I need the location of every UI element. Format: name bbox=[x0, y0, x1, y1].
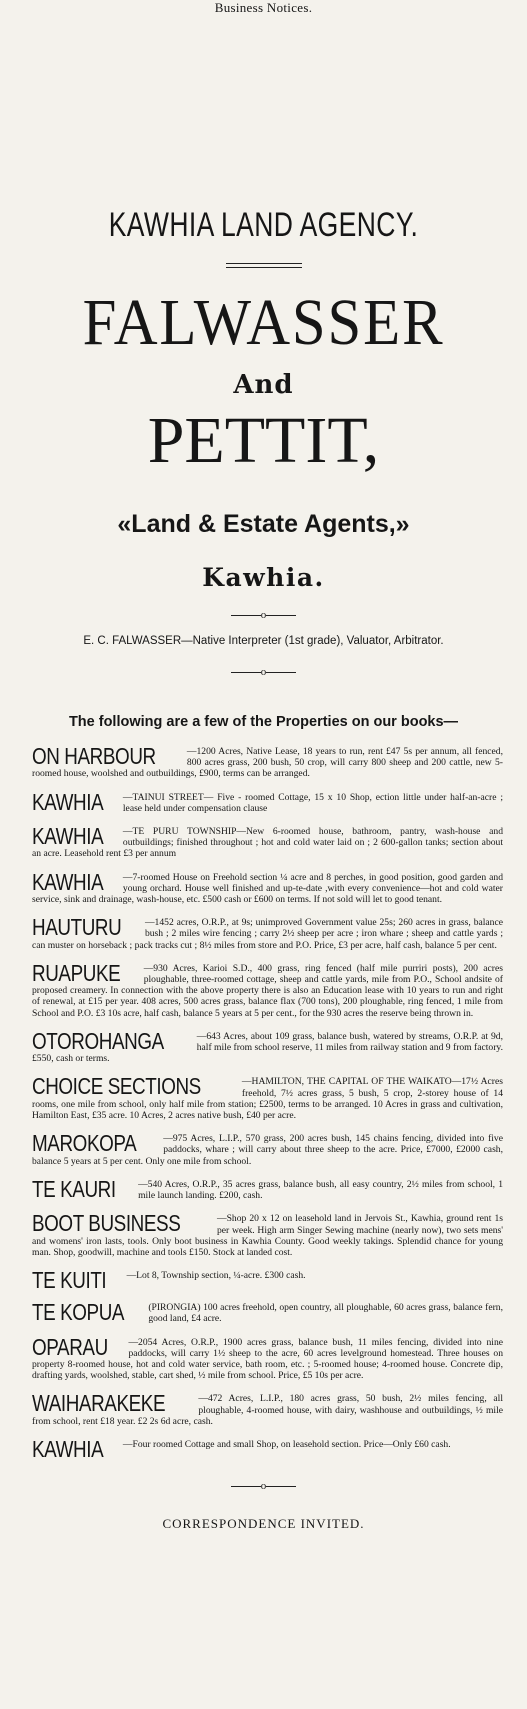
firm-name-second: PETTIT, bbox=[147, 404, 380, 477]
listing-description: —540 Acres, O.R.P., 35 acres grass, balance bush, all easy country, 2½ miles from school, 1 mile launch landing. £200, cash. bbox=[138, 1178, 503, 1202]
property-listing bbox=[32, 1333, 503, 1382]
listing-description: —975 Acres, L.I.P., 570 grass, 200 acres bush, 145 chains fencing, divided into five paddocks, whare ; will carry about three sheep to the acre. Price, £7000, £2000 cash, balance 5 years at 5 per cent. Only one mile from school. bbox=[32, 1133, 503, 1167]
correspondence-invited: CORRESPONDENCE INVITED. bbox=[162, 1515, 365, 1531]
listing-place: TE KAURI bbox=[32, 1175, 116, 1202]
listing-description: —930 Acres, Karioi S.D., 400 grass, ring fenced (half mile purriri posts), 200 acres ploughable, three-roomed cottage, sheep and cattle yards, mile from P.O., School andsite of proposed creamery. In connection with the above property there is also an Education lease with 10 years to run and right of renewal, at £15 per year. 408 acres, 500 acres grass, balance flax (700 tons), 200 ploughable, ring fenced, 1 mile from School and P.O. £3 10s acre, half cash, balance 5 years at 5 per cent., for the 930 acres the reserve being thrown in. bbox=[32, 962, 503, 1019]
listing-place: HAUTURU bbox=[32, 914, 122, 941]
ornament-mark: o bbox=[260, 1479, 267, 1492]
listing-description: (PIRONGIA) 100 acres freehold, open country, all ploughable, 60 acres grass, balance fern, good land, £4 acre. bbox=[148, 1302, 503, 1325]
property-listing bbox=[32, 1390, 503, 1427]
property-listing bbox=[32, 1073, 503, 1122]
listing-description: —TAINUI STREET— Five - roomed Cottage, 15 x 10 Shop, ection little under half-an-acre ; lease held under compensation clause bbox=[122, 791, 503, 814]
property-listing bbox=[32, 914, 503, 951]
listing-place: ON HARBOUR bbox=[32, 743, 156, 769]
listing-description: —TE PURU TOWNSHIP—New 6-roomed house, bathroom, pantry, wash-house and outbuildings; finished throughout ; hot and cold water laid on ; 2 600-gallon tanks; section about an acre. Leasehold rent £3 per annum bbox=[32, 826, 503, 860]
property-listing bbox=[32, 743, 503, 780]
double-rule bbox=[226, 263, 302, 268]
listing-place: KAWHIA bbox=[32, 868, 104, 895]
listing-description: —472 Acres, L.I.P., 180 acres grass, 50 bush, 2½ miles fencing, all ploughable, 4-roomed house, with dairy, washhouse and outbuildings, ½ mile from school, rent £18 year. £2 2s 6d acre, cash. bbox=[32, 1393, 503, 1427]
listing-place: BOOT BUSINESS bbox=[32, 1210, 181, 1237]
listing-description: —2054 Acres, O.R.P., 1900 acres grass, balance bush, 11 miles fencing, divided into nine paddocks, will carry 1½ sheep to the acre, 60 acres levelground homestead. Three houses on property 8-roomed house, hot and cold water service, bath room, etc. ; 5-roomed house; 4-roomed house. Concrete dip, drafting yards, woolshed, stable, cart shed, ½ mile from school. Price, £5 10s per acre. bbox=[32, 1336, 503, 1382]
property-listing bbox=[32, 1175, 503, 1202]
listing-description: —Shop 20 x 12 on leasehold land in Jervois St., Kawhia, ground rent 1s per week. High arm Singer Sewing machine (nearly now), two sets mens' and womens' iron lasts, tools. Only boot business in Kawhia County. Good weekly takings. Splendid chance for young man. Shop, goodwill, machine and tools £150. Stock at landed cost. bbox=[32, 1213, 503, 1258]
listing-place: KAWHIA bbox=[32, 823, 104, 850]
listing-place: WAIHARAKEKE bbox=[32, 1390, 166, 1417]
property-listing bbox=[32, 868, 503, 906]
listing-place: MAROKOPA bbox=[32, 1130, 137, 1157]
property-listings bbox=[0, 743, 527, 1462]
ornament-mark: o bbox=[260, 609, 267, 621]
property-listing bbox=[32, 788, 503, 815]
listing-place: OTOROHANGA bbox=[32, 1027, 164, 1054]
listing-place: TE KUITI bbox=[32, 1267, 107, 1294]
listing-description: —HAMILTON, THE CAPITAL OF THE WAIKATO—17½ Acres freehold, 7½ acres grass, 5 bush, 5 crop, 2-storey house of 14 rooms, one mile from school, only half mile from station; £2500, terms to be arranged. 10 Acres in grass and cultivation, Hamilton East, £35 acre. 10 Acres, 2 acres native bush, £40 per acre. bbox=[32, 1076, 503, 1122]
property-listing bbox=[32, 959, 503, 1019]
firm-description: «Land & Estate Agents,» bbox=[117, 510, 410, 538]
property-listing bbox=[32, 1027, 503, 1065]
firm-conjunction: And bbox=[233, 370, 294, 400]
section-heading: Business Notices. bbox=[214, 0, 313, 15]
ornament-divider bbox=[0, 610, 527, 621]
property-listing bbox=[32, 1210, 503, 1258]
property-listing bbox=[32, 1299, 503, 1326]
listing-description: —Four roomed Cottage and small Shop, on leasehold section. Price—Only £60 cash. bbox=[122, 1438, 451, 1450]
ornament-divider bbox=[0, 1481, 527, 1492]
listing-place: CHOICE SECTIONS bbox=[32, 1073, 201, 1100]
firm-name-first: FALWASSER bbox=[82, 286, 445, 359]
listing-place: OPARAU bbox=[32, 1333, 108, 1360]
ornament-divider bbox=[0, 667, 527, 678]
property-listing bbox=[32, 1267, 503, 1294]
property-listing bbox=[32, 1130, 503, 1167]
agency-title: KAWHIA LAND AGENCY. bbox=[108, 206, 419, 244]
listing-place: RUAPUKE bbox=[32, 959, 121, 986]
listing-place: KAWHIA bbox=[32, 1435, 104, 1462]
listings-intro: The following are a few of the Properties on our books— bbox=[68, 714, 459, 730]
listing-description: —1452 acres, O.R.P., at 9s; unimproved Government value 25s; 260 acres in grass, balance bush ; 2 miles wire fencing ; carry 2½ sheep per acre ; iron whare ; sheep and cattle yards ; can muster on horseback ; pack tracks cut ; 8½ miles from store and P.O. Price, £3 per acre, half cash, balance 5 per cent. bbox=[32, 917, 503, 951]
listing-description: —1200 Acres, Native Lease, 18 years to run, rent £47 5s per annum, all fenced, 800 acres grass, 200 bush, 50 crop, will carry 800 sheep and 200 cattle, new 5-roomed house, woolshed and outbuildings, £900, terms can be arranged. bbox=[32, 746, 503, 780]
ornament-mark: o bbox=[260, 666, 267, 678]
property-listing bbox=[32, 823, 503, 860]
listing-description: —643 Acres, about 109 grass, balance bush, watered by streams, O.R.P. at 9d, half mile from school reserve, 11 miles from railway station and 9 from factory. £550, cash or terms. bbox=[32, 1030, 503, 1065]
principal-line: E. C. FALWASSER—Native Interpreter (1st grade), Valuator, Arbitrator. bbox=[83, 635, 444, 647]
property-listing bbox=[32, 1435, 503, 1462]
listing-place: TE KOPUA bbox=[32, 1299, 125, 1326]
listing-description: —Lot 8, Township section, ¼-acre. £300 cash. bbox=[126, 1270, 306, 1282]
listing-description: —7-roomed House on Freehold section ¼ acre and 8 perches, in good position, good garden and young orchard. House well finished and up-te-date ,with every convenience—hot and cold water service, sink and drainage, wash-house, etc. £500 cash or £600 on terms. If not sold will let to good tenant. bbox=[32, 871, 503, 906]
listing-place: KAWHIA bbox=[32, 788, 104, 815]
firm-town: Kawhia. bbox=[202, 563, 325, 592]
